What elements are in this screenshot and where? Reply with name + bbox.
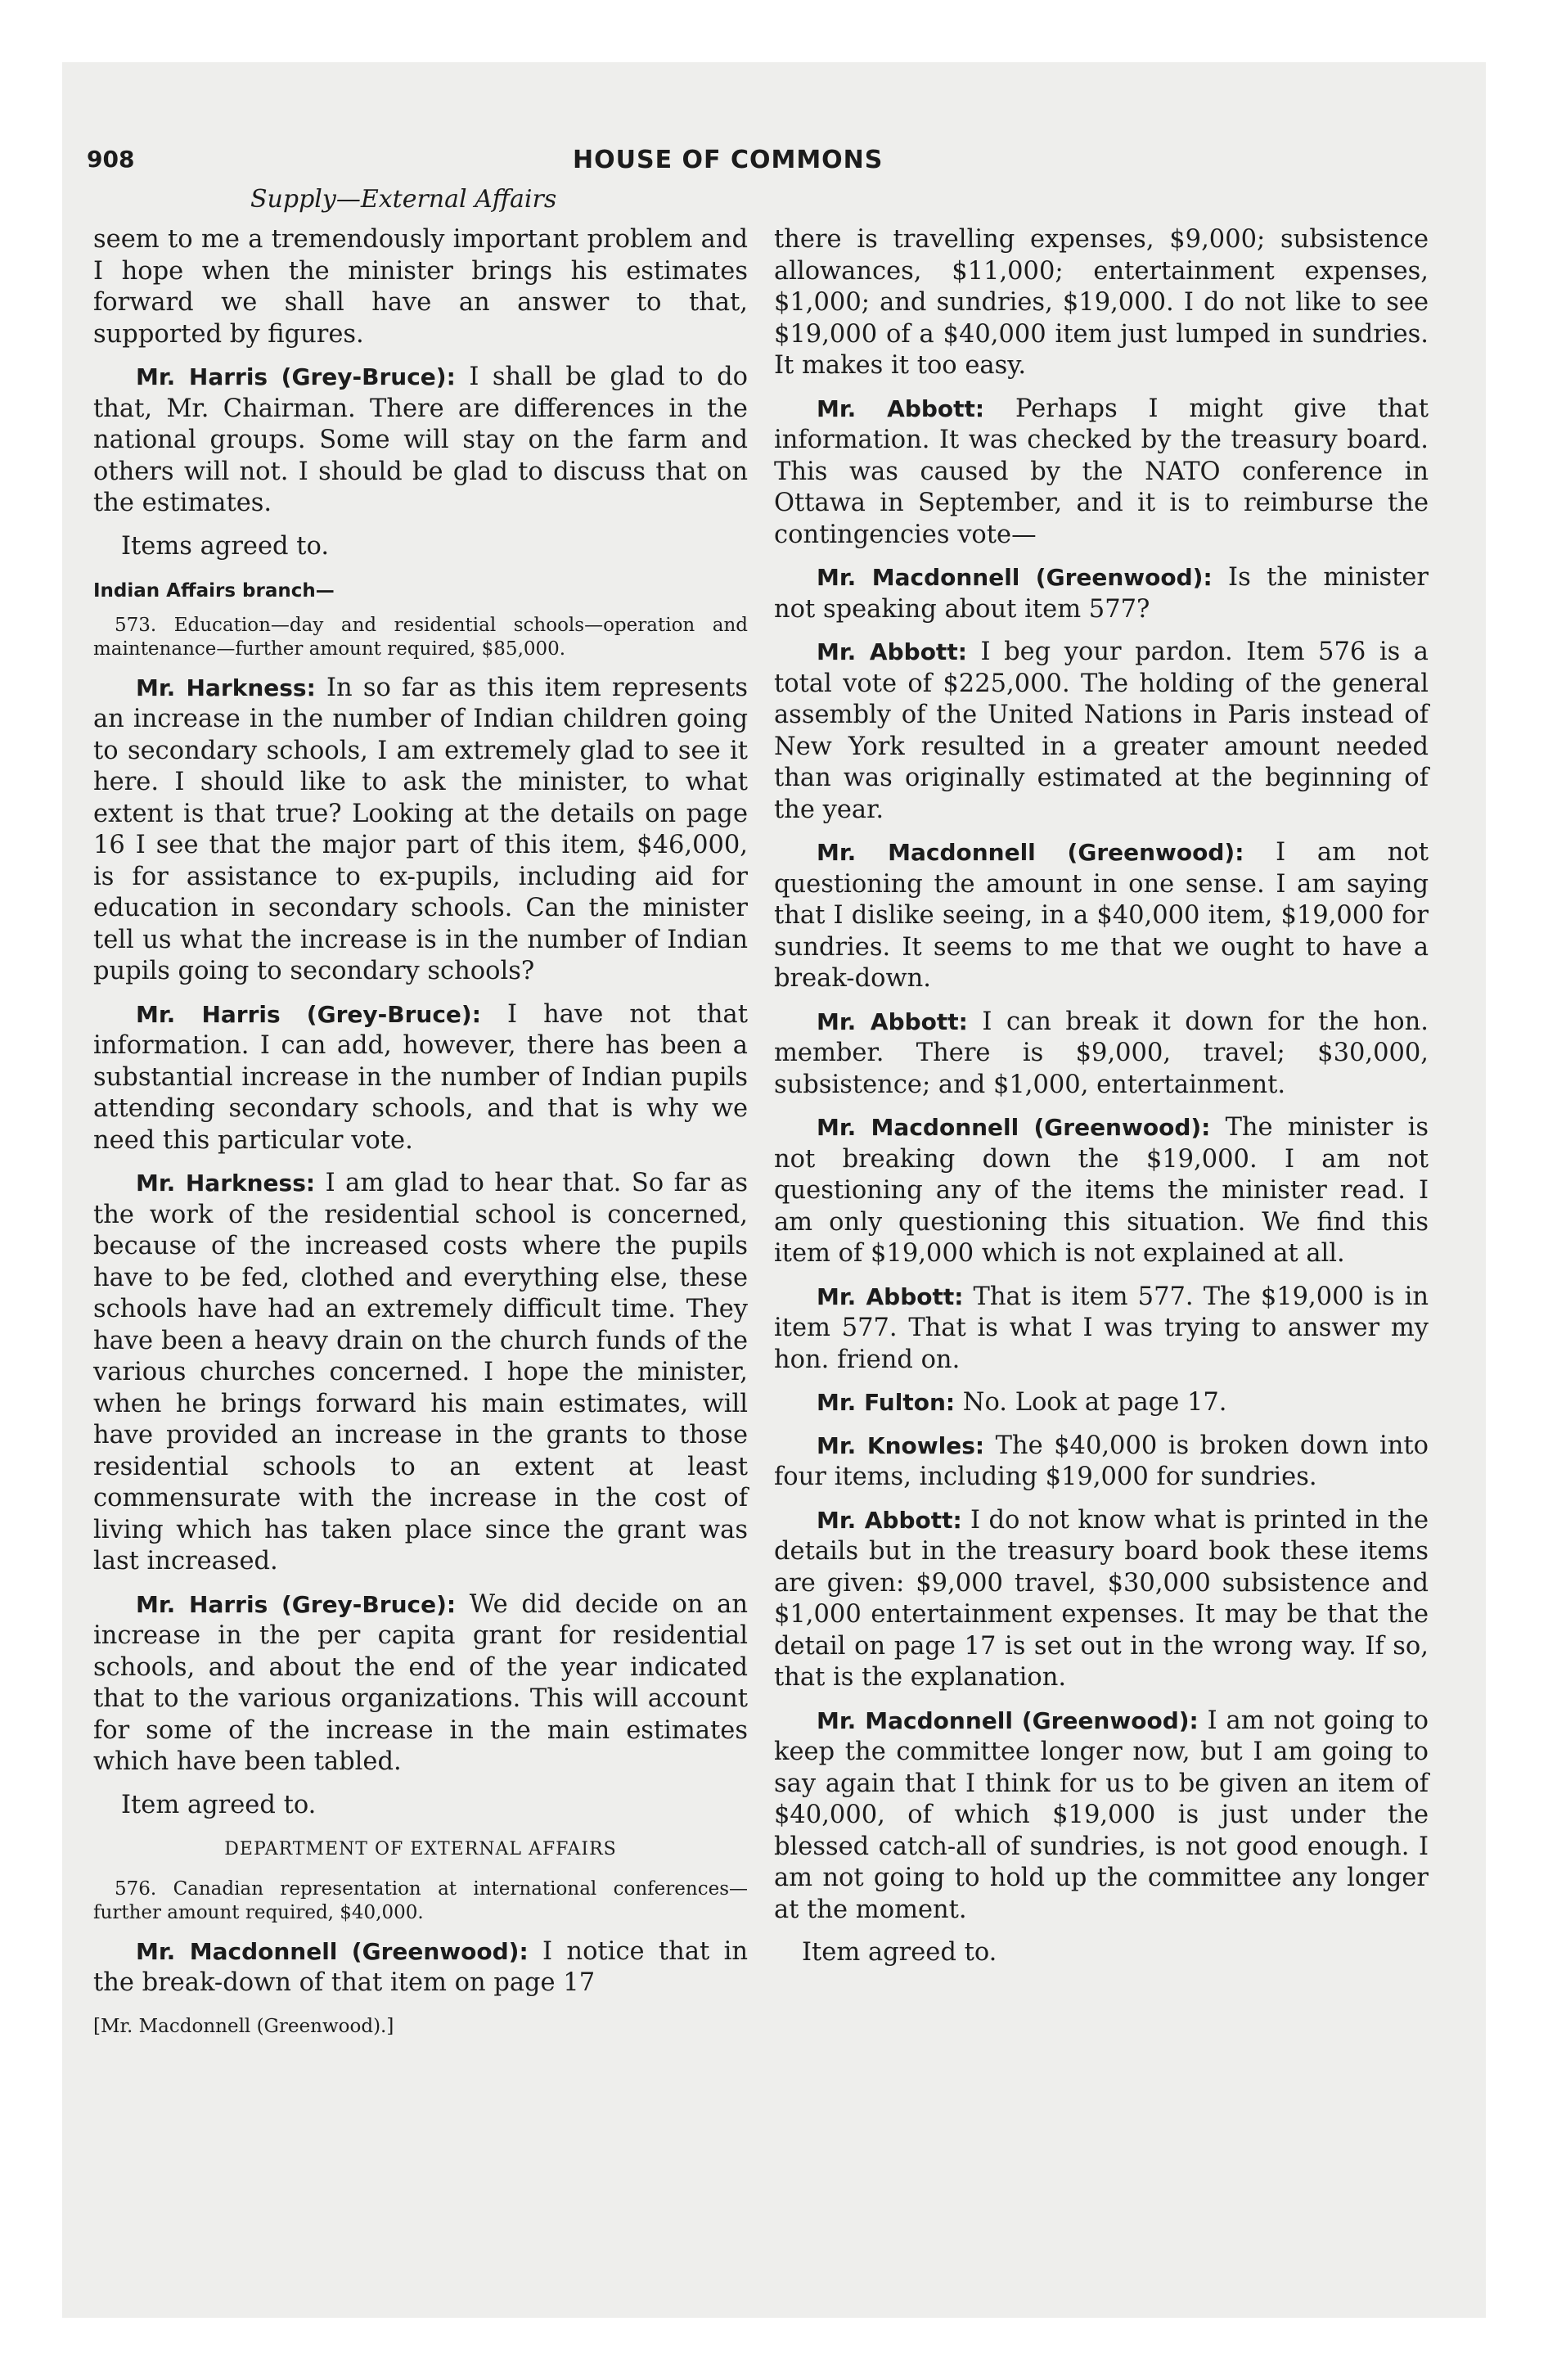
speaker-name: Mr. Macdonnell (Greenwood):	[136, 1937, 529, 1965]
speech-text: In so far as this item represents an increase in the number of Indian children going to secondary schools, I am extremely glad to see it here. I should like to ask the minister, to what extent is that true? Looking at the details on page 16 I see that the major part of this item, $46,000, is for assistance to ex-pupils, including aid for education in secondary schools. Can the minister tell us what the increase is in the number of Indian pupils going to secondary schools?	[93, 673, 748, 985]
left-column	[93, 224, 748, 2042]
speech-paragraph	[774, 1706, 1429, 1927]
section-subtitle: Supply—External Affairs	[250, 185, 557, 214]
speech-text: The minister is not breaking down the $19,000. I am not questioning any of the items the minister read. I am only questioning this situation. We find this item of $19,000 which is not explained at all.	[774, 1113, 1429, 1268]
speech-text: We did decide on an increase in the per capita grant for residential schools, and about the end of the year indicated that to the various organizations. This will account for some of the increase in the main estimates which have been tabled.	[93, 1589, 749, 1776]
speech-paragraph	[93, 1589, 748, 1778]
speech-paragraph	[774, 1431, 1429, 1494]
speech-text: I notice that in the break-down of that item on page 17	[93, 1936, 748, 1997]
item-agreed: Item agreed to.	[121, 1790, 317, 1819]
speech-text: I have not that information. I can add, however, there has been a substantial increase in the number of Indian pupils attending secondary schools, and that is why we need this particular vote.	[93, 999, 749, 1155]
paragraph: there is travelling expenses, $9,000; subsistence allowances, $11,000; entertainment expenses, $1,000; and sundries, $19,000. I do not like to see $19,000 of a $40,000 item just lumped in sundries. It makes it too easy.	[774, 225, 1429, 380]
speech-text: I am not questioning the amount in one sense. I am saying that I dislike seeing, in a $40,000 item, $19,000 for sundries. It seems to me that we ought to have a break-down.	[774, 838, 1429, 993]
speech-text: I am not going to keep the committee longer now, but I am going to say again that I think for us to be given an item of $40,000, of which $19,000 is just under the blessed catch-all of sundries, is not good enough. I am not going to hold up the committee any longer at the moment.	[774, 1706, 1429, 1924]
speaker-name: Mr. Harris (Grey-Bruce):	[136, 1590, 457, 1618]
speaker-name: Mr. Macdonnell (Greenwood):	[817, 564, 1213, 591]
speech-paragraph	[774, 562, 1429, 625]
speech-paragraph	[93, 362, 748, 520]
speech-paragraph	[774, 837, 1429, 995]
estimate-item-573: 573. Education—day and residential schools—operation and maintenance—further amount required, $85,000.	[93, 614, 748, 660]
speech-text: Perhaps I might give that information. It was checked by the treasury board. This was caused by the NATO conference in Ottawa in September, and it is to reimburse the contingencies vote—	[774, 394, 1429, 549]
speech-text: I do not know what is printed in the details but in the treasury board book these items are given: $9,000 travel, $30,000 subsistence and $1,000 entertainment expenses. It may be that the detail on page 17 is set out in the wrong way. If so, that is the explanation.	[774, 1505, 1429, 1692]
speech-paragraph	[774, 1007, 1429, 1102]
speech-paragraph	[774, 394, 1429, 552]
speaker-name: Mr. Abbott:	[817, 1007, 968, 1035]
estimate-item-576: 576. Canadian representation at international conferences—further amount required, $40,000.	[93, 1877, 748, 1923]
speech-paragraph	[774, 1505, 1429, 1694]
speaker-name: Mr. Knowles:	[817, 1431, 985, 1459]
speaker-name: Mr. Harkness:	[136, 674, 316, 701]
speaker-name: Mr. Harkness:	[136, 1170, 316, 1197]
speaker-name: Mr. Harris (Grey-Bruce):	[136, 1000, 481, 1028]
speaker-name: Mr. Abbott:	[817, 638, 967, 665]
speech-paragraph	[774, 1112, 1429, 1270]
speech-text: I can break it down for the hon. member. There is $9,000, travel; $30,000, subsistence; and $1,000, entertainment.	[774, 1007, 1429, 1099]
speaker-name: Mr. Abbott:	[817, 394, 985, 422]
department-heading: DEPARTMENT OF EXTERNAL AFFAIRS	[224, 1839, 617, 1859]
speech-text: I beg your pardon. Item 576 is a total vote of $225,000. The holding of the general assembly of the United Nations in Paris instead of New York resulted in a greater amount needed than was originally estimated at the beginning of the year.	[774, 638, 1429, 824]
page-title: HOUSE OF COMMONS	[573, 146, 884, 174]
speech-text: The $40,000 is broken down into four items, including $19,000 for sundries.	[774, 1431, 1429, 1491]
speaker-name: Mr. Macdonnell (Greenwood):	[817, 1114, 1211, 1141]
speech-paragraph	[93, 999, 748, 1157]
paragraph: seem to me a tremendously important problem and I hope when the minister brings his estimates forward we shall have an answer to that, supported by figures.	[93, 225, 748, 349]
speech-text: Is the minister not speaking about item 577?	[774, 563, 1429, 624]
speech-paragraph	[774, 1282, 1429, 1377]
speech-paragraph	[93, 1936, 748, 1999]
speech-text: I shall be glad to do that, Mr. Chairman. There are differences in the national groups. Some will stay on the farm and others will not. I should be glad to discuss that on the estimates.	[93, 363, 749, 517]
speech-paragraph	[774, 637, 1429, 826]
speaker-name: Mr. Fulton:	[817, 1389, 956, 1416]
items-agreed: Items agreed to.	[121, 531, 330, 561]
speech-paragraph	[93, 1168, 748, 1578]
speech-text: I am glad to hear that. So far as the work of the residential school is concerned, because of the increased costs where the pupils have to be fed, clothed and everything else, these schools have had an extremely difficult time. They have been a heavy drain on the church funds of the various churches concerned. I hope the minister, when he brings forward his main estimates, will have provided an increase in the grants to those residential schools to an extent at least commensurate with the increase in the cost of living which has taken place since the grant was last increased.	[93, 1169, 749, 1575]
speaker-name: Mr. Abbott:	[817, 1506, 962, 1534]
branch-heading: Indian Affairs branch—	[93, 580, 335, 602]
speech-paragraph	[93, 673, 748, 988]
speaker-name: Mr. Macdonnell (Greenwood):	[817, 1706, 1199, 1734]
page-number: 908	[87, 146, 135, 173]
speaker-name: Mr. Harris (Grey-Bruce):	[136, 363, 456, 390]
speech-paragraph	[774, 1387, 1429, 1419]
speech-text: No. Look at page 17.	[955, 1388, 1227, 1417]
speech-text: That is item 577. The $19,000 is in item 577. That is what I was trying to answer my hon. friend on.	[774, 1282, 1429, 1374]
speaker-name: Mr. Macdonnell (Greenwood):	[817, 839, 1244, 866]
speaker-footnote: [Mr. Macdonnell (Greenwood).]	[93, 2015, 394, 2037]
item-agreed: Item agreed to.	[802, 1938, 997, 1967]
right-column	[774, 224, 1429, 1982]
speaker-name: Mr. Abbott:	[817, 1282, 964, 1310]
